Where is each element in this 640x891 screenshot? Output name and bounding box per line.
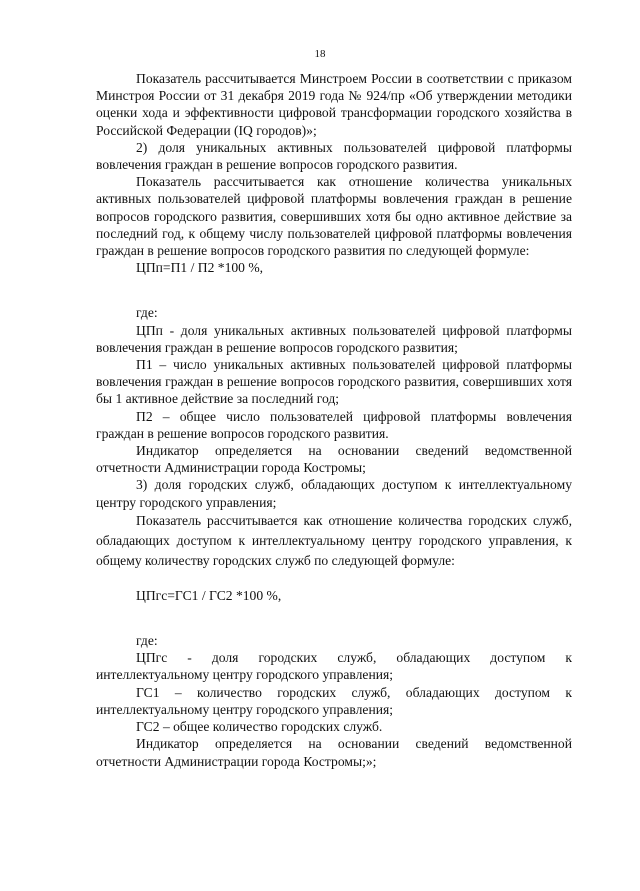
paragraph-method-minstroy: Показатель рассчитывается Минстроем России в соответствии с приказом Минстроя России от 31 декабря 2019 года № 924/пр «Об утверждении методики оценки хода и эффективности цифровой трансформации городского хозяйства в Российской Федерации (IQ городов)»; [96, 71, 572, 138]
definition-p2: П2 – общее число пользователей цифровой платформы вовлечения граждан в решение вопросов городского развития. [96, 408, 572, 441]
paragraph-indicator-3-method: Показатель рассчитывается как отношение количества городских служб, обладающих доступом к интеллектуальному центру городского управления, к общему количеству городских служб по следующей формуле: [96, 512, 572, 568]
spacer [96, 276, 572, 304]
definition-p1: П1 – число уникальных активных пользователей цифровой платформы вовлечения граждан в решение вопросов городского развития, совершивших хотя бы 1 активное действие за последний год; [96, 357, 572, 407]
definition-gs1: ГС1 – количество городских служб, обладающих доступом к интеллектуальному центру городского управления; [96, 684, 572, 717]
paragraph-indicator-source-1: Индикатор определяется на основании сведений ведомственной отчетности Администрации города Костромы; [96, 443, 572, 476]
paragraph-indicator-3-title: 3) доля городских служб, обладающих доступом к интеллектуальному центру городского управления; [96, 477, 572, 510]
formula-cpgs: ЦПгс=ГС1 / ГС2 *100 %, [136, 587, 282, 603]
page-number: 18 [314, 48, 326, 60]
spacer [96, 571, 572, 587]
paragraph-indicator-source-2: Индикатор определяется на основании сведений ведомственной отчетности Администрации города Костромы;»; [96, 736, 572, 769]
paragraph-indicator-2-title: 2) доля уникальных активных пользователей цифровой платформы вовлечения граждан в решение вопросов городского развития. [96, 139, 572, 173]
where-label: где: [136, 633, 158, 649]
definition-cpgs: ЦПгс - доля городских служб, обладающих доступом к интеллектуальному центру городского управления; [96, 650, 572, 683]
paragraph-indicator-2-method: Показатель рассчитывается как отношение количества уникальных активных пользователей цифровой платформы вовлечения граждан в решение вопросов городского развития, совершивших хотя бы одно активное действие за последний год, к общему числу пользователей цифровой платформы вовлечения граждан в решение вопросов городского развития по следующей формуле: [96, 174, 572, 259]
where-label: где: [136, 305, 158, 321]
spacer [96, 604, 572, 632]
definition-gs2: ГС2 – общее количество городских служб. [136, 719, 383, 735]
definition-cpp: ЦПп - доля уникальных активных пользователей цифровой платформы вовлечения граждан в решение вопросов городского развития; [96, 322, 572, 355]
document-body [96, 70, 572, 770]
formula-cpp: ЦПп=П1 / П2 *100 %, [136, 260, 264, 276]
